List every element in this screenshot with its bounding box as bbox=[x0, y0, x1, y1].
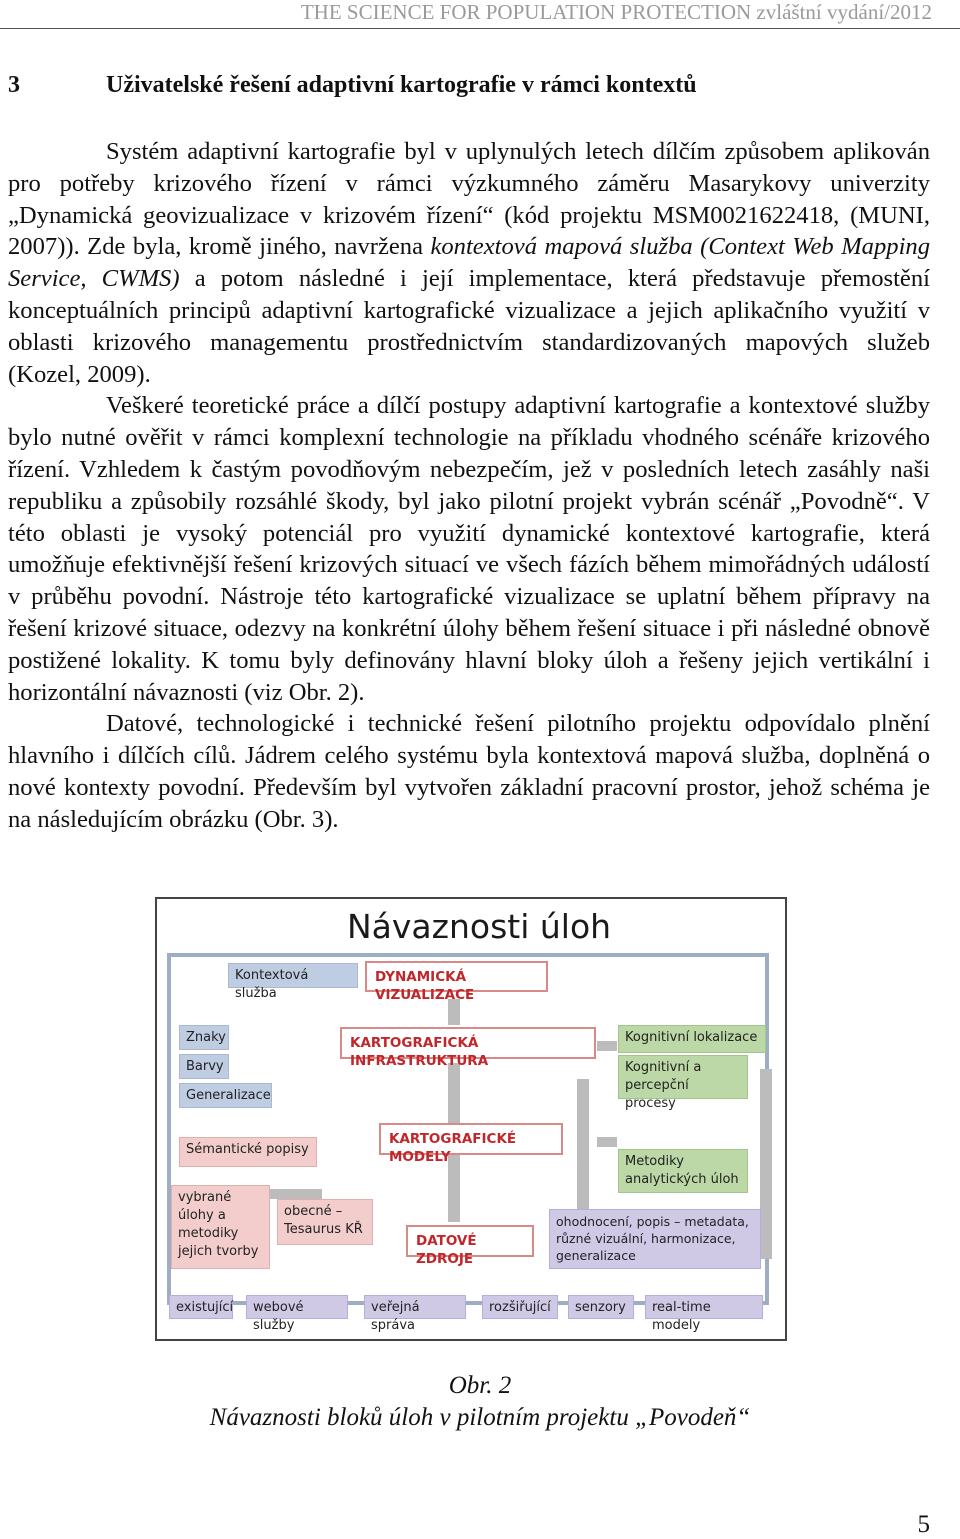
block-kognitivni-lokalizace: Kognitivní lokalizace bbox=[618, 1025, 766, 1053]
block-datove-zdroje: DATOVÉ ZDROJE bbox=[406, 1225, 534, 1257]
block-semanticke-popisy: Sémantické popisy bbox=[179, 1137, 317, 1167]
source-block: veřejná správa bbox=[364, 1295, 466, 1319]
source-block: rozšiřující bbox=[482, 1295, 558, 1319]
paragraph-2: Veškeré teoretické práce a dílčí postupy adaptivní kartografie a kontextové služby bylo nutné ověřit v rámci komplexní technologie na příkladu vhodného scénáře krizového řízení. Vzhledem k častým povodňovým nebezpečím, jež v posledních letech zasáhly naši republiku a způsobily rozsáhlé škody, byl jako pilotní projekt vybrán scénář „Povodně“. V této oblasti je vysoký potenciál pro využití dynamické kontextové kartografie, která umožňuje efektivnější řešení krizových situací ve všech fázích během mimořádných událostí v průběhu povodní. Nástroje této kartografické vizualizace se uplatní během přípravy na řešení krizové situace, odezvy na konkrétní úlohy během řešení situace i při následné obnově postižené lokality. K tomu byly definovány hlavní bloky úloh a řešeny jejich vertikální i horizontální návaznosti (viz Obr. 2). bbox=[8, 392, 930, 706]
figure-caption: Návaznosti bloků úloh v pilotním projektu „Povodeň“ bbox=[209, 1404, 751, 1431]
block-kartograficke-modely: KARTOGRAFICKÉ MODELY bbox=[379, 1123, 563, 1155]
block-metodiky: Metodiky analytických úloh bbox=[618, 1149, 748, 1193]
source-block: senzory bbox=[568, 1295, 634, 1319]
source-block: existující bbox=[169, 1295, 233, 1319]
arrow-connector bbox=[760, 1069, 772, 1259]
arrow-connector bbox=[262, 1189, 322, 1199]
block-generalizace: Generalizace bbox=[179, 1083, 272, 1108]
paragraph-1-continuation: a potom následné i její implementace, která představuje přemostění konceptuálních principů adaptivní kartografické vizualizace a jejich aplikačního využití v oblasti krizového managementu prostřednictvím standardizovaných mapových služeb (Kozel, 2009). bbox=[8, 265, 930, 388]
block-metadata: ohodnocení, popis – metadata, různé vizuální, harmonizace, generalizace bbox=[549, 1209, 761, 1269]
block-obecne-tesaurus: obecné – Tesaurus KŘ bbox=[277, 1199, 373, 1245]
running-head: THE SCIENCE FOR POPULATION PROTECTION zvláštní vydání/2012 bbox=[300, 0, 932, 24]
arrow-connector bbox=[448, 1063, 460, 1125]
figure-title: Návaznosti úloh bbox=[347, 907, 612, 946]
paragraph-3: Datové, technologické i technické řešení pilotního projektu odpovídalo plnění hlavního i dílčích cílů. Jádrem celého systému byla kontextová mapová služba, doplněná o nové kontexty povodní. Především byl vytvořen základní pracovní prostor, jehož schéma je na následujícím obrázku (Obr. 3). bbox=[8, 710, 930, 833]
arrow-connector bbox=[597, 1137, 617, 1147]
block-kartograficka-infrastruktura: KARTOGRAFICKÁ INFRASTRUKTURA bbox=[340, 1027, 596, 1059]
arrow-connector bbox=[577, 1079, 589, 1219]
section-title: Uživatelské řešení adaptivní kartografie v rámci kontextů bbox=[106, 72, 697, 98]
section-number: 3 bbox=[8, 72, 20, 98]
block-znaky: Znaky bbox=[179, 1025, 229, 1050]
figure-diagram bbox=[155, 897, 787, 1341]
arrow-connector bbox=[597, 1041, 617, 1051]
header-rule bbox=[0, 28, 960, 29]
block-vybrane-ulohy: vybrané úlohy a metodiky jejich tvorby bbox=[171, 1185, 270, 1269]
block-kognitivni-procesy: Kognitivní a percepční procesy bbox=[618, 1055, 748, 1099]
figure-label: Obr. 2 bbox=[448, 1372, 512, 1399]
body-text bbox=[8, 136, 930, 836]
source-block: webové služby bbox=[246, 1295, 348, 1319]
page-number: 5 bbox=[917, 1511, 930, 1538]
paragraph-1 bbox=[8, 136, 930, 390]
source-block: real-time modely bbox=[645, 1295, 763, 1319]
paragraph-1-text: Systém adaptivní kartografie byl v uplynulých letech dílčím způsobem aplikován pro potřeby krizového řízení v rámci výzkumného záměru Masarykovy univerzity „Dynamická geovizualizace v krizovém řízení“ (kód projektu MSM0021622418, (MUNI, 2007)). Zde byla, kromě jiného, navržena bbox=[8, 138, 930, 261]
block-dynamicka-vizualizace: DYNAMICKÁ VIZUALIZACE bbox=[365, 961, 548, 992]
block-barvy: Barvy bbox=[179, 1054, 229, 1079]
paragraph-1-italic-term: kontextová mapová služba (Context Web Mapping Service, CWMS) bbox=[8, 233, 931, 293]
block-kontextova-sluzba: Kontextová služba bbox=[228, 963, 358, 988]
